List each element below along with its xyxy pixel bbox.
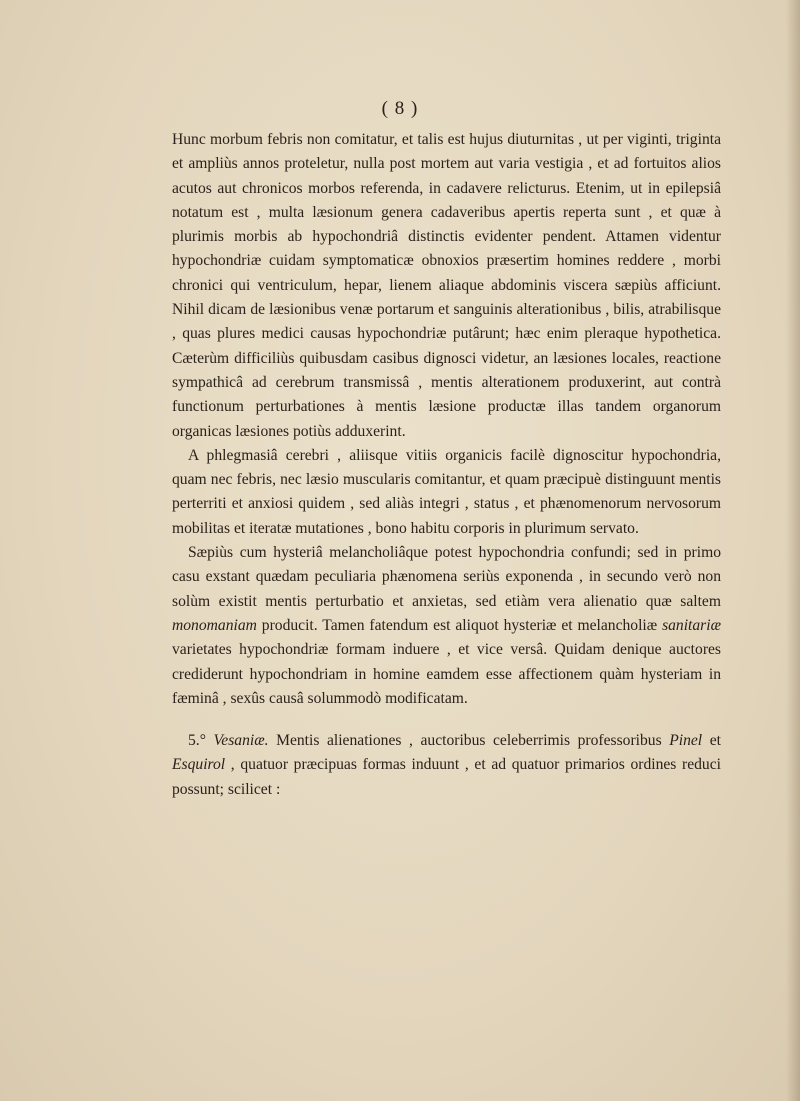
paragraph-1: Hunc morbum febris non comitatur, et talis est hujus diuturnitas , ut per viginti, triginta et ampliùs annos proteletur, nulla post mortem aut varia vestigia , et ad fortuitos alios acutos aut chronicos morbos referenda, in cadavere relicturus. Etenim, ut in epilepsiâ notatum est , multa læsionum genera cadaveribus apertis reperta sunt , et quæ à plurimis morbis ab hypochondriâ distinctis evidenter pendent. Attamen videntur hypochondriæ cuidam symptomaticæ obnoxios præsertim homines reddere , morbi chronici qui ventriculum, hepar, lienem aliaque abdominis viscera sæpiùs afficiunt. Nihil dicam de læsionibus venæ portarum et sanguinis alterationibus , bilis, atrabilisque , quas plures medici causas hypochondriæ putârunt; hæc enim pleraque hypothetica. Cæterùm difficiliùs quibusdam casibus dignosci videtur, an læsiones locales, reactione sympathicâ ad cerebrum transmissâ , mentis alterationem produxerint, aut contrà functionum perturbationes à mentis læsione productæ illas tandem organorum organicas læsiones potiùs adduxerint. [172,131,721,440]
section-text-b: et [702,732,721,750]
paragraph-3-text-c: varietates hypochondriæ formam induere , et vice versâ. Quidam denique auctores crediderunt hypochondriam in homine eamdem esse affectionem quàm hysteriam in fæminâ , sexûs causâ solummodò modificatam. [172,641,721,707]
paragraph-2: A phlegmasiâ cerebri , aliisque vitiis organicis facilè dignoscitur hypochondria, quam nec febris, nec læsio muscularis comitantur, et quam præcipuè distinguunt mentis perterriti et anxiosi quidem , sed aliàs integri , status , et phænomenorum nervosorum mobilitas et iteratæ mutationes , bono habitu corporis in plurimum servato. [172,446,721,537]
author-name-esquirol: Esquirol [172,756,226,774]
section-text-c: , quatuor præcipuas formas induunt , et ad quatuor primarios ordines reduci possunt; scilicet : [172,756,721,798]
italic-term-monomaniam: monomaniam [172,616,257,634]
body-text [172,128,721,802]
author-name-pinel: Pinel [669,732,703,750]
paragraph-3 [172,541,721,711]
section-heading-vesaniae: Vesaniæ. [213,732,269,750]
paragraph-3-text-a: Sæpiùs cum hysteriâ melancholiâque potest hypochondria confundi; sed in primo casu exstant quædam peculiaria phænomena seriùs exponenda , in secundo verò non solùm existit mentis perturbatio et anxietas, sed etiàm vera alienatio quæ saltem [172,544,721,610]
page-edge-shadow [786,0,800,1101]
section-number: 5.° [188,732,214,750]
page-number: ( 8 ) [381,98,419,119]
paragraph-3-text-b: producit. Tamen fatendum est aliquot hysteriæ et melancholiæ [256,616,663,634]
section-5-vesaniae [172,729,721,802]
section-text-a: Mentis alienationes , auctoribus celeberrimis professoribus [268,732,670,750]
italic-term-sanitariae: sanitariæ [662,616,721,634]
